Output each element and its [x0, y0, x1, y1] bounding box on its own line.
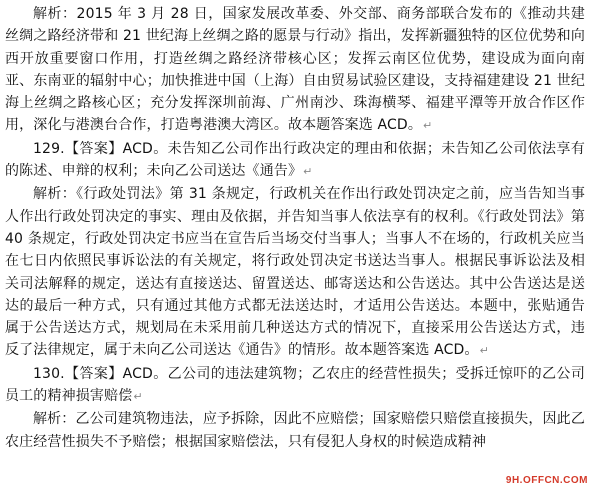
site-watermark: 9H.OFFCN.COM	[505, 475, 588, 486]
paragraph-mark: ↵	[133, 390, 143, 404]
document-body	[5, 3, 585, 453]
paragraph-mark: ↵	[303, 165, 313, 179]
paragraph-3-text: 解析：《行政处罚法》第 31 条规定，行政机关在作出行政处罚决定之前，应当告知当事人作出行政处罚决定的事实、理由及依据，并告知当事人依法享有的权利。《行政处罚法》第 40 条规定，行政处罚决定书应当在宣告后当场交付当事人；当事人不在场的，行政机关应当在七日内依照民事诉讼法的有关规定，将行政处罚决定书送达当事人。根据民事诉讼法及相关司法解释的规定，送达有直接送达、留置送达、邮寄送达和公告送达。其中公告送达是送达的最后一种方式，只有通过其他方式都无法送达时，才适用公告送达。本题中，张贴通告属于公告送达方式，规划局在未采用前几种送达方式的情况下，直接采用公告送达方式，违反了法律规定，属于未向乙公司送达《通告》的情形。故本题答案选 ACD。	[5, 186, 585, 359]
paragraph-3	[5, 183, 585, 362]
paragraph-5	[5, 408, 585, 453]
paragraph-mark: ↵	[423, 119, 433, 133]
paragraph-2	[5, 138, 585, 184]
paragraph-mark: ↵	[479, 344, 489, 358]
paragraph-4	[5, 363, 585, 409]
paragraph-1-text: 解析：2015 年 3 月 28 日，国家发展改革委、外交部、商务部联合发布的《推动共建丝绸之路经济带和 21 世纪海上丝绸之路的愿景与行动》指出，发挥新疆独特的区位优势和向西开放重要窗口作用，打造丝绸之路经济带核心区；发挥云南区位优势，建设成为面向南亚、东南亚的辐射中心；加快推进中国（上海）自由贸易试验区建设，支持福建建设 21 世纪海上丝绸之路核心区；充分发挥深圳前海、广州南沙、珠海横琴、福建平潭等开放合作区作用，深化与港澳台合作，打造粤港澳大湾区。故本题答案选 ACD。	[5, 6, 585, 134]
paragraph-5-text: 解析：乙公司建筑物违法，应予拆除，因此不应赔偿；国家赔偿只赔偿直接损失，因此乙农庄经营性损失不予赔偿；根据国家赔偿法，只有侵犯人身权的时候造成精神	[5, 411, 585, 450]
paragraph-2-text: 129.【答案】ACD。未告知乙公司作出行政决定的理由和依据；未告知乙公司依法享有的陈述、申辩的权利；未向乙公司送达《通告》	[5, 140, 585, 180]
paragraph-4-text: 130.【答案】ACD。乙公司的违法建筑物；乙农庄的经营性损失；受拆迁惊吓的乙公司员工的精神损害赔偿	[5, 365, 585, 405]
paragraph-1	[5, 3, 585, 138]
